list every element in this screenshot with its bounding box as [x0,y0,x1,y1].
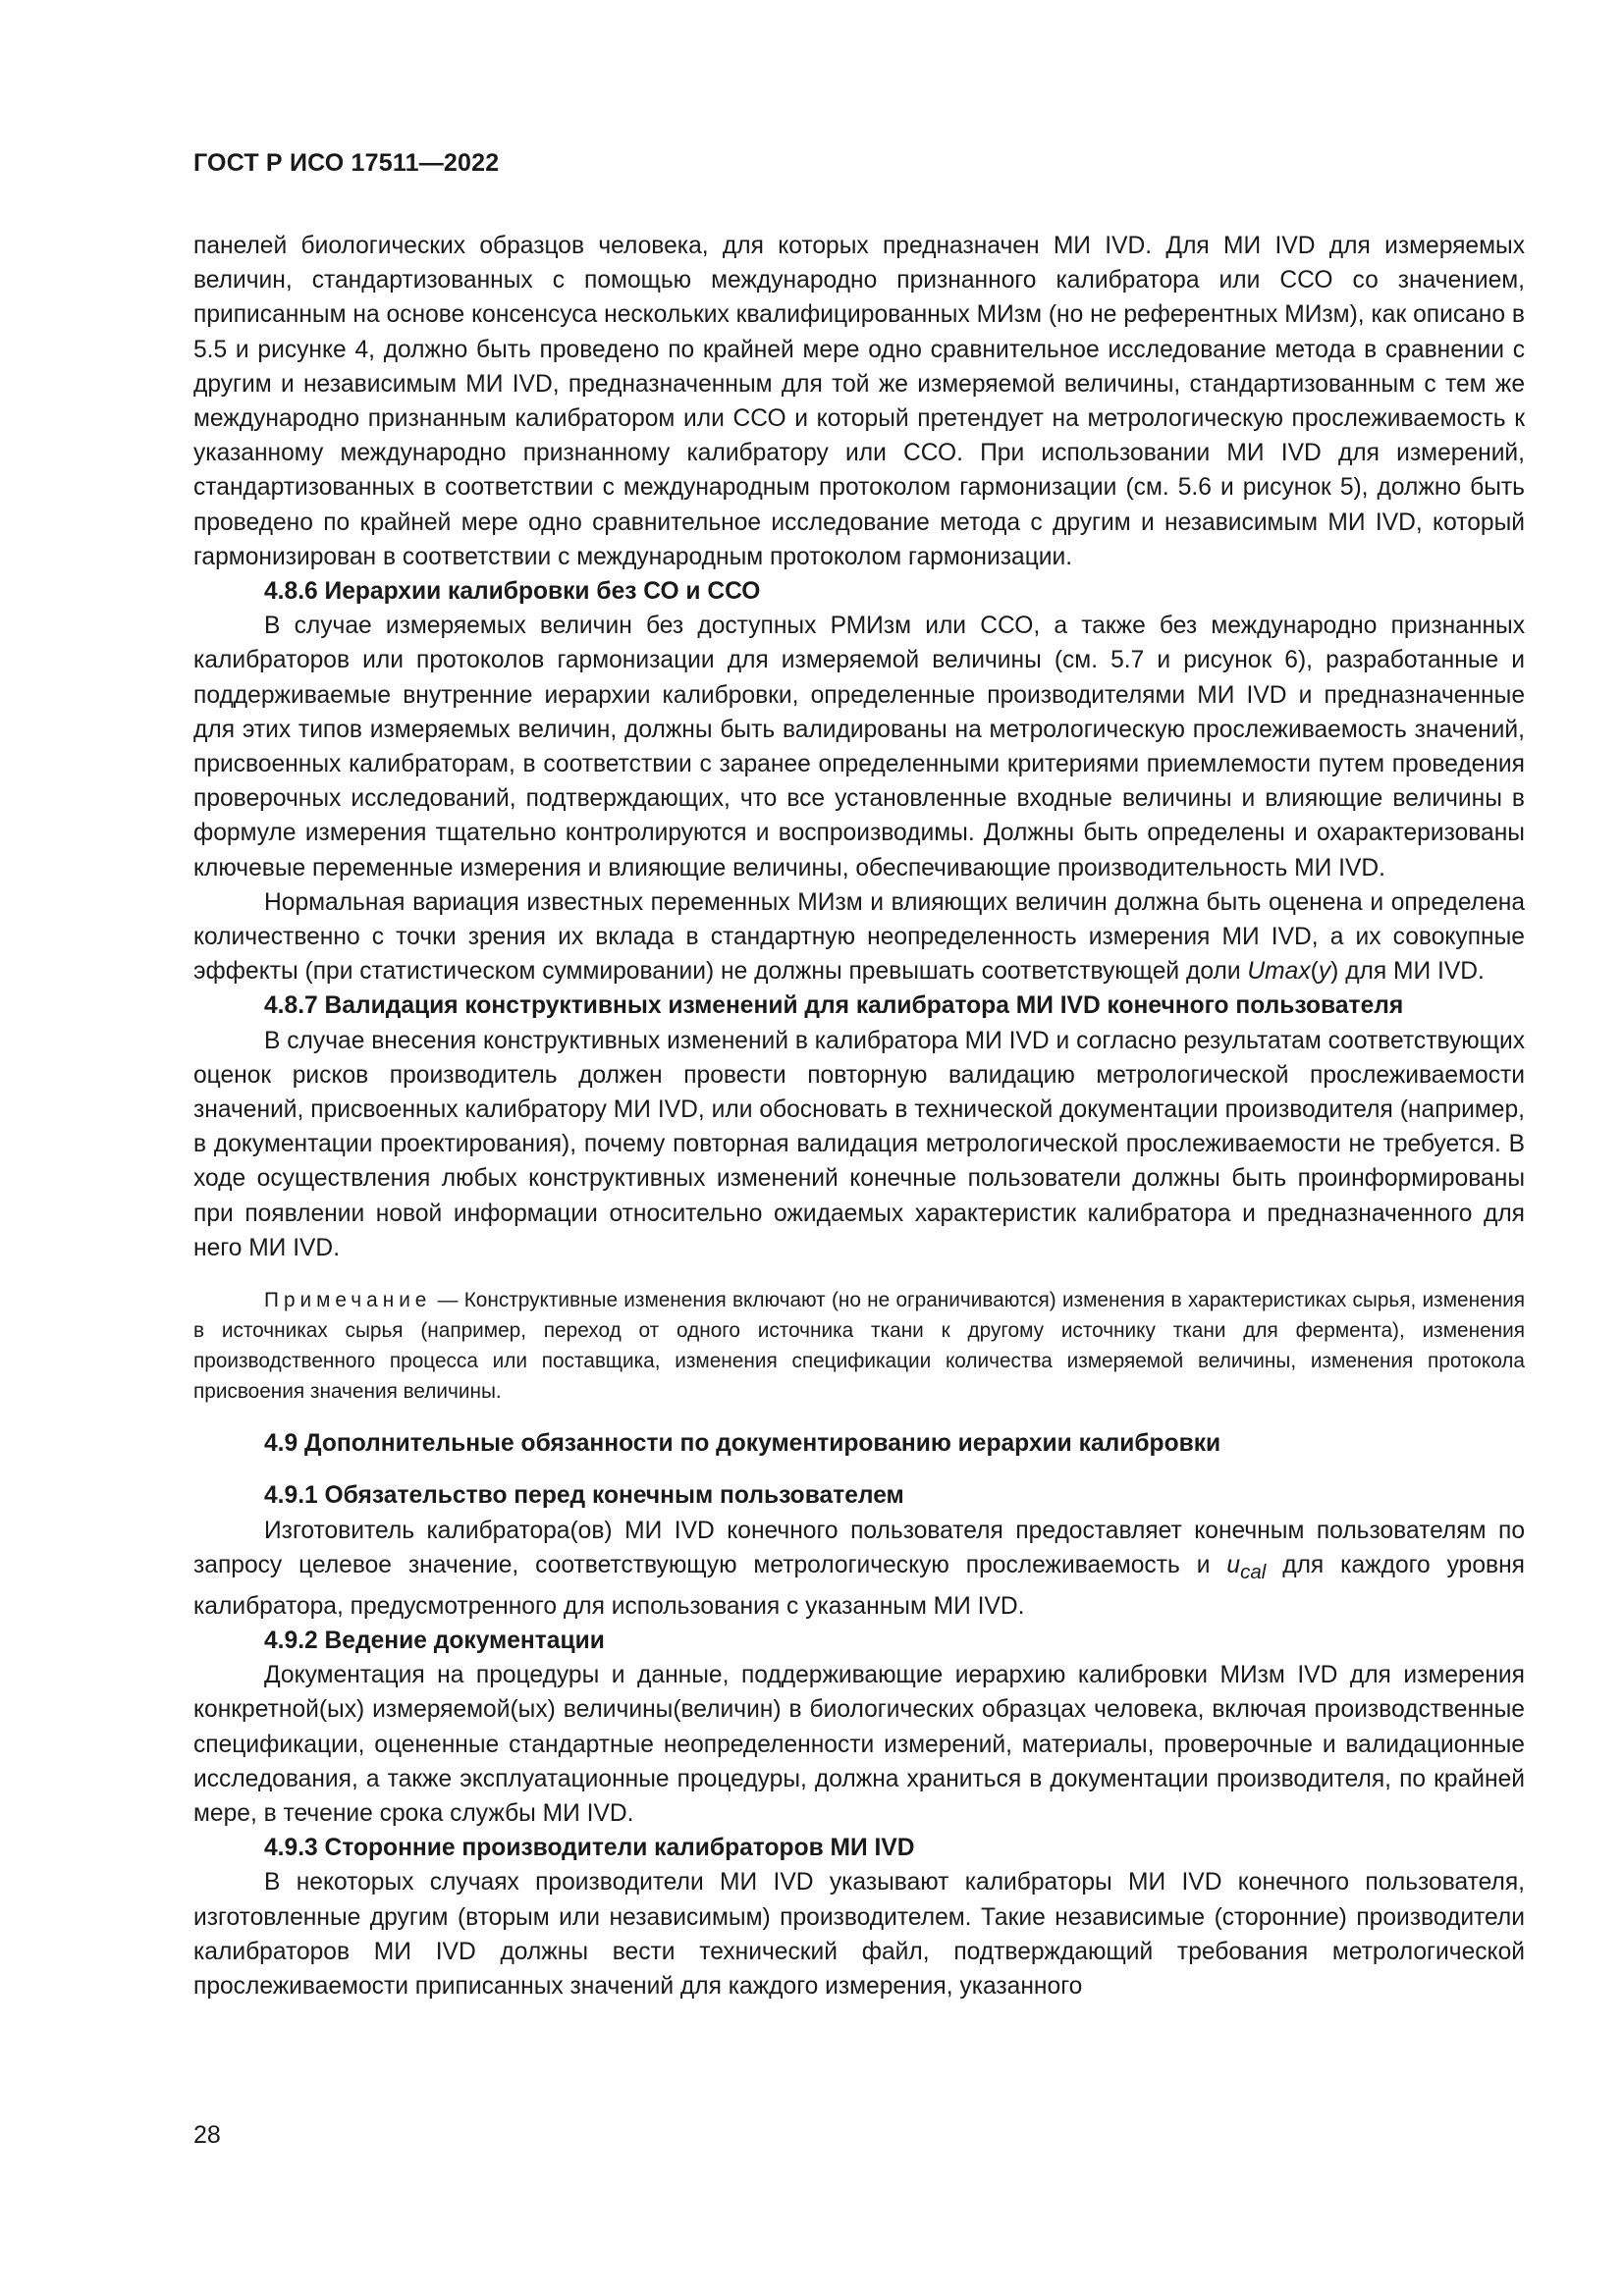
ucal-subscript: cal [1240,1560,1267,1583]
paragraph-4-8-7: В случае внесения конструктивных изменений в калибратора МИ IVD и согласно результатам соответствующих оценок рисков производитель должен провести повторную валидацию метрологической прослеживаемости значений, присвоенных калибратору МИ IVD, или обосновать в технической документации производителя (например, в документации проектирования), почему повторная валидация метрологической прослеживаемости не требуется. В ходе осуществления любых конструктивных изменений конечные пользователи должны быть проинформированы при появлении новой информации относительно ожидаемых характеристик калибратора и предназначенного для него МИ IVD. [193,1027,1525,1261]
section-heading-4-9-3: 4.9.3 Сторонние производители калибраторов МИ IVD [264,1835,915,1862]
paragraph-4-9-3: В некоторых случаях производители МИ IVD указывают калибраторы МИ IVD конечного пользователя, изготовленные другим (вторым или независимым) производителем. Такие независимые (сторонние) производители калибраторов МИ IVD должны вести технический файл, подтверждающий требования метрологической прослеживаемости приписанных значений для каждого измерения, указанного [193,1869,1525,2001]
note-text: — Конструктивные изменения включают (но не ограничиваются) изменения в характеристиках сырья, изменения в источниках сырья (например, переход от одного источника ткани к другому источнику ткани для фермента), изменения производственного процесса или поставщика, изменения спецификации количества измеряемой величины, изменения протокола присвоения значения величины. [193,1289,1525,1404]
paragraph-4-9-2: Документация на процедуры и данные, поддерживающие иерархию калибровки МИзм IVD для измерения конкретной(ых) измеряемой(ых) величины(величин) в биологических образцах человека, включая производственные спецификации, оцененные стандартные неопределенности измерений, материалы, проверочные и валидационные исследования, а также эксплуатационные процедуры, должна храниться в документации производителя, по крайней мере, в течение срока службы МИ IVD. [193,1662,1525,1828]
page-number: 28 [193,2121,221,2149]
section-heading-4-9-2: 4.9.2 Ведение документации [264,1628,605,1655]
ucal-symbol: u [1226,1551,1241,1578]
paragraph-4-8-6-2: Нормальная вариация известных переменных МИзм и влияющих величин должна быть оценена и определена количественно с точки зрения их вклада в стандартную неопределенность измерения МИ IVD, а их совокупные эффекты (при статистическом суммировании) не должны превышать соответствующей доли Umax(y) для МИ IVD. [193,888,1525,986]
note-label: Примечание [264,1289,432,1312]
section-heading-4-8-6: 4.8.6 Иерархии калибровки без СО и ССО [264,578,761,606]
paragraph-4-9-1-text-b: для каждого уровня калибратора, предусмотренного для использования с указанным МИ IVD. [193,1551,1525,1620]
paragraph-4-9-1 [193,1514,1525,1625]
paragraph-4-8-6-1: В случае измеряемых величин без доступных РМИзм или ССО, а также без международно признанных калибраторов или протоколов гармонизации для измеряемой величины (см. 5.7 и рисунок 6), разработанные и поддерживаемые внутренние иерархии калибровки, определенные производителями МИ IVD и предназначенные для этих типов измеряемых величин, должны быть валидированы на метрологическую прослеживаемость значений, присвоенных калибраторам, в соответствии с заранее определенными критериями приемлемости путем проведения проверочных исследований, подтверждающих, что все установленные входные величины и влияющие величины в формуле измерения тщательно контролируются и воспроизводимы. Должны быть определены и охарактеризованы ключевые переменные измерения и влияющие величины, обеспечивающие производительность МИ IVD. [193,613,1525,881]
section-heading-4-9: 4.9 Дополнительные обязанности по документированию иерархии калибровки [264,1430,1221,1458]
paragraph-4-8-6-2-text: Нормальная вариация известных переменных МИзм и влияющих величин должна быть оценена и определена количественно с точки зрения их вклада в стандартную неопределенность измерения МИ IVD, а их совокупные эффекты (при статистическом суммировании) не должны превышать соответствующей доли [193,888,1525,986]
document-header: ГОСТ Р ИСО 17511—2022 [193,149,500,177]
document-body [193,229,1525,2003]
note [193,1285,1525,1407]
paragraph-4-8-6-2-end: для МИ IVD. [1345,958,1485,986]
section-heading-4-8-7: 4.8.7 Валидация конструктивных изменений для калибратора МИ IVD конечного пользователя [264,992,1404,1020]
paragraph-4-9-1-text-a: Изготовитель калибратора(ов) МИ IVD конечного пользователя предоставляет конечным пользователям по запросу целевое значение, соответствующую метрологическую прослеживаемость и [193,1517,1525,1578]
section-heading-4-9-1: 4.9.1 Обязательство перед конечным пользователем [264,1482,904,1510]
umax-argument: y [1318,958,1331,986]
umax-symbol: Umax [1247,958,1311,986]
paragraph-intro: панелей биологических образцов человека, для которых предназначен МИ IVD. Для МИ IVD для измеряемых величин, стандартизованных с помощью международно признанного калибратора или ССО со значением, приписанным на основе консенсуса нескольких квалифицированных МИзм (но не референтных МИзм), как описано в 5.5 и рисунке 4, должно быть проведено по крайней мере одно сравнительное исследование метода в сравнении с другим и независимым МИ IVD, предназначенным для той же измеряемой величины, стандартизованным с тем же международно признанным калибратором или ССО и который претендует на метрологическую прослеживаемость к указанному международно признанному калибратору или ССО. При использовании МИ IVD для измерений, стандартизованных в соответствии с международным протоколом гармонизации (см. 5.6 и рисунок 5), должно быть проведено по крайней мере одно сравнительное исследование метода с другим и независимым МИ IVD, который гармонизирован в соответствии с международным протоколом гармонизации. [193,233,1525,570]
